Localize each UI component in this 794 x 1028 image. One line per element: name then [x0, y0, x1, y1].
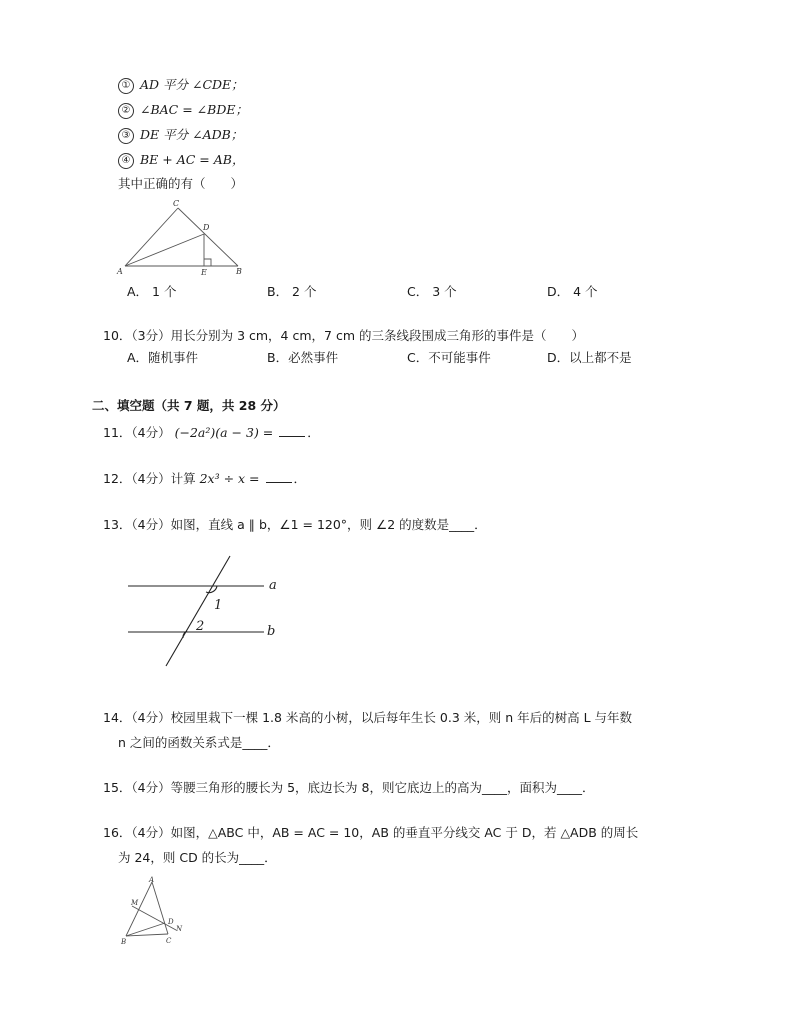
q16-triangle-figure	[118, 876, 198, 946]
q10-stem: 10．（3分）用长分别为 3 cm，4 cm，7 cm 的三条线段围成三角形的事件是（ ）	[103, 328, 584, 343]
q10-option-b: B．必然事件	[267, 350, 339, 365]
q13-label-b: b	[267, 624, 276, 639]
q10-option-c: C．不可能事件	[407, 350, 491, 365]
q13-stem: 13．（4分）如图，直线 a ∥ b，∠1 = 120°，则 ∠2 的度数是____．	[103, 517, 487, 532]
q13-parallel-lines-figure	[124, 552, 304, 670]
q10-option-a: A．随机事件	[127, 350, 199, 365]
q11	[103, 424, 320, 442]
q11-suffix: ．	[307, 425, 320, 440]
q12-suffix: ．	[293, 471, 307, 486]
q9-statement-2: ② ∠BAC = ∠BDE；	[118, 101, 248, 119]
q16-label-a: A	[149, 876, 155, 884]
section-title-fill-in: 二、填空题（共 7 题，共 28 分）	[92, 398, 286, 413]
q13-angle-2: 2	[196, 619, 205, 634]
q9-label-d: D	[203, 223, 210, 232]
q9-prompt: 其中正确的有（ ）	[118, 176, 244, 191]
q9-label-c: C	[173, 199, 180, 208]
q12-answer-blank[interactable]	[266, 470, 292, 483]
q9-triangle-figure	[116, 198, 256, 280]
q12-expression: 2x³ ÷ x =	[199, 471, 260, 486]
q16-line2: 为 24，则 CD 的长为____．	[118, 850, 277, 865]
q9-option-a: A． 1 个	[127, 284, 177, 299]
q9-option-b: B． 2 个	[267, 284, 317, 299]
q9-option-c: C． 3 个	[407, 284, 457, 299]
q9-label-a: A	[117, 267, 123, 276]
q16-label-n: N	[176, 925, 183, 933]
q9-label-b: B	[236, 267, 242, 276]
q11-prefix: 11．（4分）	[103, 425, 171, 440]
q9-statement-3: ③ DE 平分 ∠ADB；	[118, 126, 243, 144]
q12-prefix: 12．（4分）计算	[103, 471, 196, 486]
q13-angle-1: 1	[214, 598, 223, 613]
q13-label-a: a	[269, 578, 277, 593]
q10-option-d: D．以上都不是	[547, 350, 632, 365]
q9-statement-4: ④ BE + AC = AB，	[118, 151, 244, 169]
q11-expression: (−2a²)(a − 3) =	[174, 425, 274, 440]
q9-label-e: E	[201, 268, 207, 277]
q9-statement-1: ① AD 平分 ∠CDE；	[118, 76, 244, 94]
q16-label-d: D	[168, 918, 174, 926]
q16-label-c: C	[166, 937, 172, 945]
q9-option-d: D． 4 个	[547, 284, 598, 299]
q15-stem: 15．（4分）等腰三角形的腰长为 5，底边长为 8，则它底边上的高为____，面积为____．	[103, 780, 595, 795]
q14-line1: 14．（4分）校园里栽下一棵 1.8 米高的小树，以后每年生长 0.3 米，则 n 年后的树高 L 与年数	[103, 710, 633, 725]
q14-line2: n 之间的函数关系式是____．	[118, 735, 280, 750]
q16-label-m: M	[131, 899, 139, 907]
q12	[103, 470, 306, 488]
q16-label-b: B	[121, 938, 127, 946]
q16-line1: 16．（4分）如图，△ABC 中，AB = AC = 10，AB 的垂直平分线交 AC 于 D，若 △ADB 的周长	[103, 825, 639, 840]
q11-answer-blank[interactable]	[279, 424, 305, 437]
